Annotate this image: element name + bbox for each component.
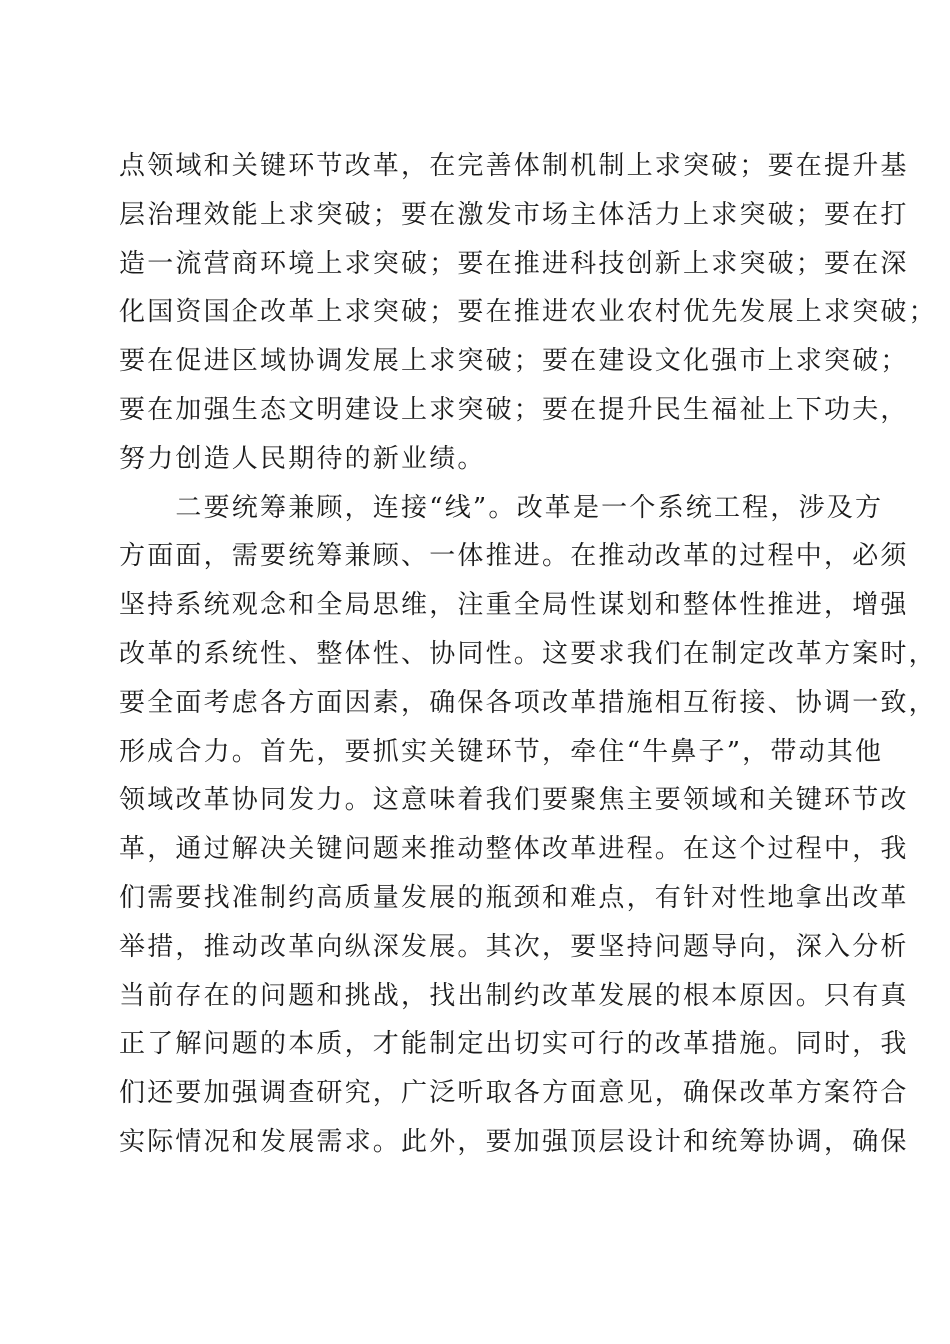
text-line: 举措，推动改革向纵深发展。其次，要坚持问题导向，深入分析 [119,931,909,962]
text-line: 改革的系统性、整体性、协同性。这要求我们在制定改革方案时， [119,638,937,669]
text-line: 们需要找准制约高质量发展的瓶颈和难点，有针对性地拿出改革 [119,882,909,913]
text-line: 要在加强生态文明建设上求突破；要在提升民生福祉上下功夫， [119,394,909,425]
text-line: 要全面考虑各方面因素，确保各项改革措施相互衔接、协调一致， [119,687,937,718]
text-line: 点领域和关键环节改革，在完善体制机制上求突破；要在提升基 [119,151,909,181]
text-line: 层治理效能上求突破；要在激发市场主体活力上求突破；要在打 [119,199,909,230]
text-line: 当前存在的问题和挑战，找出制约改革发展的根本原因。只有真 [119,980,909,1011]
text-line: 领域改革协同发力。这意味着我们要聚焦主要领域和关键环节改 [119,785,909,816]
text-line: 方面面，需要统筹兼顾、一体推进。在推动改革的过程中，必须 [119,541,909,572]
text-line: 实际情况和发展需求。此外，要加强顶层设计和统筹协调，确保 [119,1126,909,1157]
body-text [119,142,937,1167]
text-line: 努力创造人民期待的新业绩。 [119,443,486,474]
text-line: 们还要加强调查研究，广泛听取各方面意见，确保改革方案符合 [119,1078,909,1109]
text-line: 坚持系统观念和全局思维，注重全局性谋划和整体性推进，增强 [119,590,909,621]
text-line: 化国资国企改革上求突破；要在推进农业农村优先发展上求突破； [119,297,937,328]
text-line: 形成合力。首先，要抓实关键环节，牵住“牛鼻子”，带动其他 [119,736,884,767]
text-line: 造一流营商环境上求突破；要在推进科技创新上求突破；要在深 [119,248,909,279]
text-line: 正了解问题的本质，才能制定出切实可行的改革措施。同时，我 [119,1029,909,1060]
text-line: 要在促进区域协调发展上求突破；要在建设文化强市上求突破； [119,346,909,377]
text-line: 革，通过解决关键问题来推动整体改革进程。在这个过程中，我 [119,834,909,865]
paragraph-start-line: 二要统筹兼顾，连接“线”。改革是一个系统工程，涉及方 [119,492,884,523]
